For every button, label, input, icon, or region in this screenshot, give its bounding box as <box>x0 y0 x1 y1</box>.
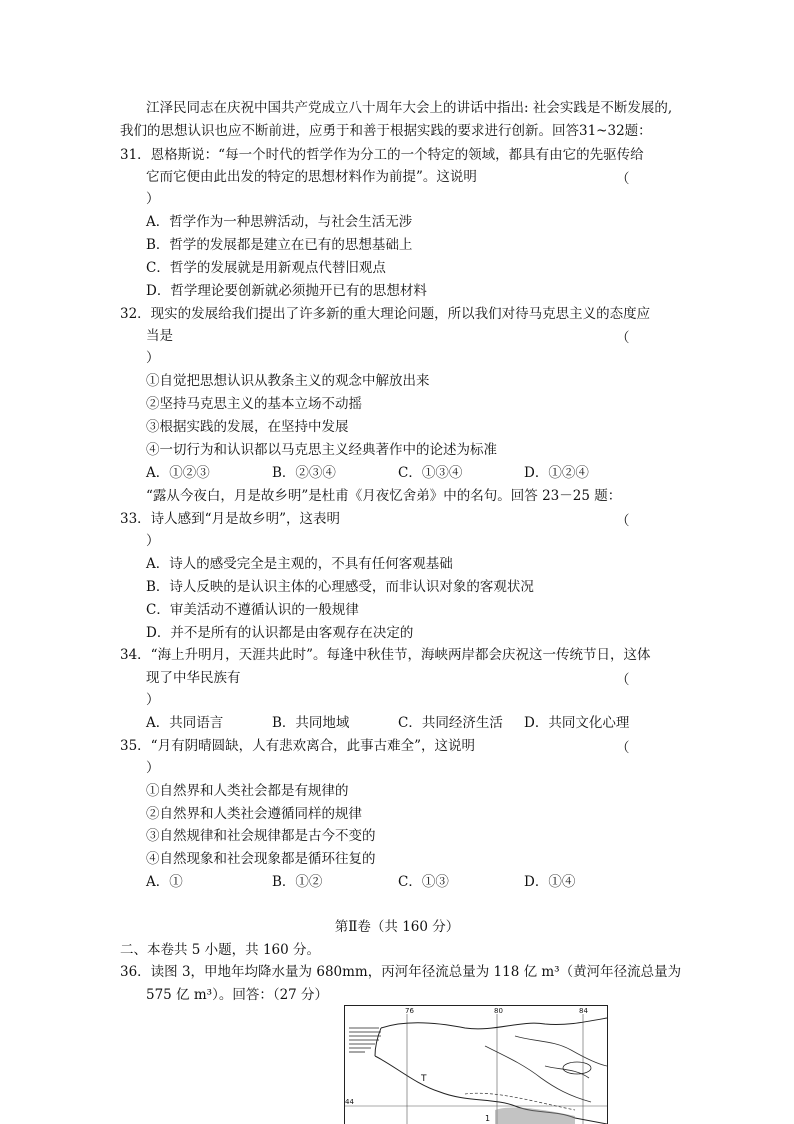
question-34-option-c: C．共同经济生活 <box>398 715 503 731</box>
map-shaded-region <box>495 1108 575 1124</box>
question-32-option-c: C．①③④ <box>398 465 463 481</box>
question-35-item-4: ④自然现象和社会现象都是循环往复的 <box>146 851 376 867</box>
question-32-answer-paren-close: ） <box>146 350 160 366</box>
question-35-option-a: A．① <box>146 874 183 890</box>
question-34-option-a: A．共同语言 <box>146 715 224 731</box>
question-32-options <box>146 463 646 483</box>
question-31-option-b: B．哲学的发展都是建立在已有的思想基础上 <box>146 237 413 253</box>
question-34-answer-paren-close: ） <box>146 692 160 708</box>
map-tick-44: 44 <box>345 1098 354 1106</box>
question-33-option-a: A．诗人的感受完全是主观的，不具有任何客观基础 <box>146 556 453 572</box>
intro-text-poem: “露从今夜白，月是故乡明”是杜甫《月夜忆舍弟》中的名句。回答 23－25 题： <box>146 488 622 504</box>
question-31-option-d: D．哲学理论要创新就必须抛开已有的思想材料 <box>146 283 427 299</box>
map-boundary-south <box>375 1056 607 1124</box>
question-31-answer-paren-close: ） <box>146 191 160 207</box>
question-35-option-c: C．①③ <box>398 874 449 890</box>
question-35-item-1: ①自然界和人类社会都是有规律的 <box>146 783 349 799</box>
question-31-stem-2: 它而它便由此出发的特定的思想材料作为前提”。这说明 <box>146 169 477 185</box>
question-32-item-4: ④一切行为和认识都以马克思主义经典著作中的论述为标准 <box>146 442 497 458</box>
question-31-answer-paren-open: （ <box>616 171 630 187</box>
question-35-item-3: ③自然规律和社会规律都是古今不变的 <box>146 828 376 844</box>
question-32-item-2: ②坚持马克思主义的基本立场不动摇 <box>146 396 362 412</box>
map-drawing <box>345 1006 607 1124</box>
part-2-title: 第Ⅱ卷（共 160 分） <box>334 919 460 935</box>
question-35-answer-paren-close: ） <box>146 760 160 776</box>
question-32-option-a: A．①②③ <box>146 465 210 481</box>
question-32-option-b: B．②③④ <box>272 465 336 481</box>
intro-text-line-2: 我们的思想认识也应不断前进，应勇于和善于根据实践的要求进行创新。回答31~32题： <box>120 123 652 139</box>
question-34-options <box>146 713 646 733</box>
question-34-stem-2: 现了中华民族有 <box>146 670 241 686</box>
question-33-answer-paren-open: （ <box>616 513 630 529</box>
map-label-1: 1 <box>485 1114 491 1123</box>
question-34-option-b: B．共同地域 <box>272 715 350 731</box>
map-tick-80: 80 <box>494 1007 503 1015</box>
question-35-answer-paren-open: （ <box>616 740 630 756</box>
question-34-stem-1: 34．“海上升明月，天涯共此时”。每逢中秋佳节，海峡两岸都会庆祝这一传统节日，这体 <box>120 647 651 663</box>
question-36-stem-1: 36．读图 3，甲地年均降水量为 680mm，丙河年径流总量为 118 亿 m³（黄河年径流总量为 <box>120 964 682 980</box>
question-35-option-b: B．①② <box>272 874 323 890</box>
figure-3-map <box>344 1005 608 1124</box>
question-34-option-d: D．共同文化心理 <box>524 715 630 731</box>
map-tick-76: 76 <box>405 1007 414 1015</box>
question-33-option-b: B．诗人反映的是认识主体的心理感受，而非认识对象的客观状况 <box>146 579 534 595</box>
part-2-section-heading: 二、本卷共 5 小题，共 160 分。 <box>120 942 321 958</box>
question-32-stem-2: 当是 <box>146 328 173 344</box>
question-32-item-3: ③根据实践的发展，在坚持中发展 <box>146 419 349 435</box>
intro-text-line-1: 江泽民同志在庆祝中国共产党成立八十周年大会上的讲话中指出: 社会实践是不断发展的, <box>146 100 673 116</box>
question-33-option-c: C．审美活动不遵循认识的一般规律 <box>146 602 359 618</box>
question-32-option-d: D．①②④ <box>524 465 589 481</box>
question-32-answer-paren-open: （ <box>616 330 630 346</box>
question-35-option-d: D．①④ <box>524 874 576 890</box>
map-lake-hatched <box>349 1028 381 1052</box>
question-33-answer-paren-close: ） <box>146 533 160 549</box>
map-tick-84: 84 <box>579 1007 588 1015</box>
question-33-stem-1: 33．诗人感到“月是故乡明”，这表明 <box>120 511 340 527</box>
question-35-stem-1: 35．“月有阴晴圆缺，人有悲欢离合，此事古难全”，这说明 <box>120 738 475 754</box>
question-35-item-2: ②自然界和人类社会遵循同样的规律 <box>146 806 362 822</box>
map-contour-1 <box>515 1036 607 1066</box>
question-31-option-a: A．哲学作为一种思辨活动，与社会生活无涉 <box>146 214 413 230</box>
question-34-answer-paren-open: （ <box>616 672 630 688</box>
question-31-option-c: C．哲学的发展就是用新观点代替旧观点 <box>146 260 386 276</box>
question-36-stem-2: 575 亿 m³）。回答：（27 分） <box>146 987 329 1003</box>
question-35-options <box>146 872 646 892</box>
question-32-stem-1: 32．现实的发展给我们提出了许多新的重大理论问题，所以我们对待马克思主义的态度应 <box>120 306 651 322</box>
map-label-t: T <box>421 1074 427 1084</box>
question-32-item-1: ①自觉把思想认识从教条主义的观念中解放出来 <box>146 373 430 389</box>
question-31-stem-1: 31．恩格斯说：“每一个时代的哲学作为分工的一个特定的领域，都具有由它的先驱传给 <box>120 147 644 163</box>
map-coastline-north <box>381 1018 607 1029</box>
question-33-option-d: D．并不是所有的认识都是由客观存在决定的 <box>146 625 414 641</box>
